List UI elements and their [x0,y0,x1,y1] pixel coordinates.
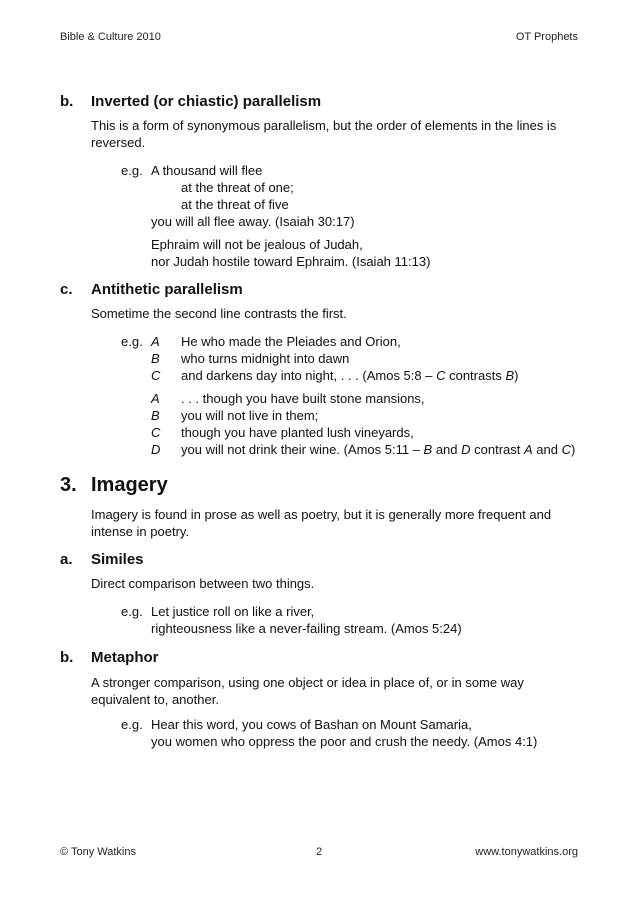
line-letter: B [151,351,160,366]
paragraph-line: equivalent to, another. [91,692,219,707]
text: and [432,442,462,457]
example-line [181,367,518,384]
italic-letter: C [436,368,446,383]
footer-copyright: © Tony Watkins [60,846,136,858]
section-title: Metaphor [91,649,159,666]
line-letter: A [151,334,160,349]
line-letter: C [151,425,161,440]
section-title: Antithetic parallelism [91,281,243,298]
text: contrast [470,442,524,457]
example-line: righteousness like a never-failing stream. (Amos 5:24) [151,621,462,636]
text: ) [514,368,519,383]
line-letter: C [151,368,161,383]
paragraph-line: A stronger comparison, using one object or idea in place of, or in some way [91,675,524,690]
section-marker: a. [60,551,73,568]
paragraph-line: reversed. [91,135,146,150]
section-marker: c. [60,281,73,298]
example-line: Hear this word, you cows of Bashan on Mount Samaria, [151,717,472,732]
section-title: Similes [91,551,144,568]
chapter-number: 3. [60,474,77,496]
italic-letter: C [561,442,571,457]
paragraph-line: intense in poetry. [91,524,190,539]
example-line: . . . though you have built stone mansions, [181,391,425,406]
example-line: Ephraim will not be jealous of Judah, [151,237,363,252]
example-line: A thousand will flee [151,163,263,178]
example-line: you will all flee away. (Isaiah 30:17) [151,214,355,229]
italic-letter: B [505,368,515,383]
example-line: nor Judah hostile toward Ephraim. (Isaiah 11:13) [151,254,431,269]
example-line [181,441,575,458]
example-line: at the threat of one; [181,180,294,195]
example-line: Let justice roll on like a river, [151,604,315,619]
example-label: e.g. [121,717,143,732]
section-marker: b. [60,649,74,666]
section-marker: b. [60,93,74,110]
paragraph-line: This is a form of synonymous parallelism, but the order of elements in the lines is [91,118,557,133]
example-line: you women who oppress the poor and crush the needy. (Amos 4:1) [151,734,538,749]
text: ) [570,442,576,457]
paragraph-line: Direct comparison between two things. [91,576,315,591]
text: and [532,442,562,457]
line-letter: D [151,442,161,457]
example-line: you will not live in them; [181,408,319,423]
italic-letter: D [461,442,471,457]
paragraph-line: Sometime the second line contrasts the first. [91,306,347,321]
header-left: Bible & Culture 2010 [60,31,161,43]
text: and darkens day into night, . . . (Amos 5:8 – [181,368,437,383]
example-line: at the threat of five [181,197,289,212]
chapter-title: Imagery [91,474,168,496]
example-label: e.g. [121,334,143,349]
example-label: e.g. [121,163,143,178]
paragraph-line: Imagery is found in prose as well as poetry, but it is generally more frequent and [91,507,552,522]
line-letter: A [151,391,160,406]
example-label: e.g. [121,604,143,619]
line-letter: B [151,408,160,423]
example-line: He who made the Pleiades and Orion, [181,334,401,349]
example-line: who turns midnight into dawn [181,351,350,366]
text: contrasts [445,368,506,383]
text: you will not drink their wine. (Amos 5:11 – [181,442,424,457]
italic-letter: B [423,442,433,457]
section-title: Inverted (or chiastic) parallelism [91,93,322,110]
header-right: OT Prophets [515,31,578,43]
italic-letter: A [523,442,533,457]
example-line: though you have planted lush vineyards, [181,425,414,440]
footer-website: www.tonywatkins.org [475,846,578,858]
page-number: 2 [316,846,323,858]
